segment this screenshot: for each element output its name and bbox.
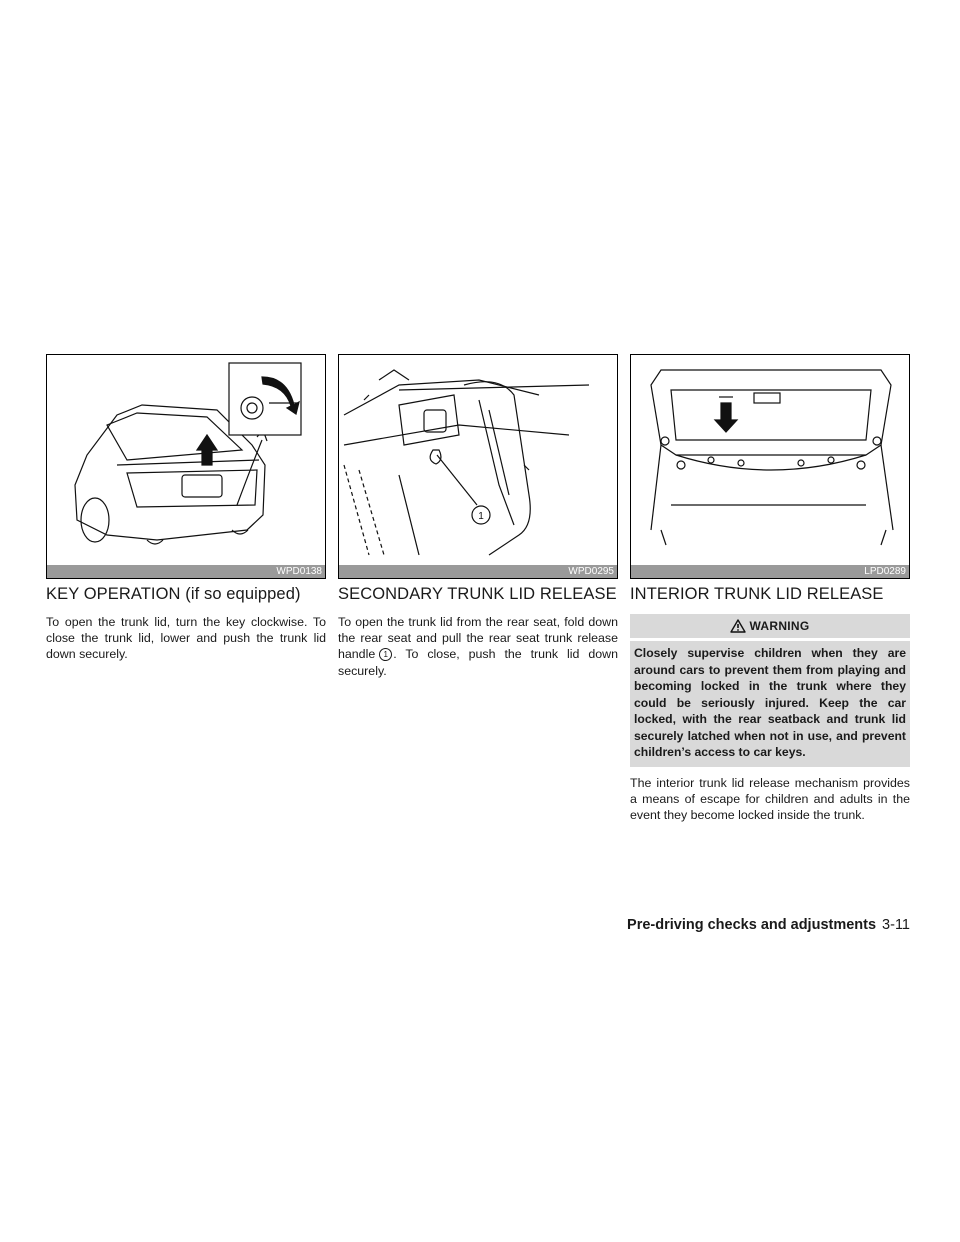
section-secondary-trunk-release [338,354,618,679]
warning-label: WARNING [749,619,810,633]
warning-icon [730,619,746,633]
section-body: To open the trunk lid, turn the key clockwise. To close the trunk lid, lower and push the trunk lid down securely. [46,615,326,662]
car-rear-illustration [47,355,325,565]
page-number: 3-11 [882,917,910,933]
section-heading: INTERIOR TRUNK LID RELEASE [630,585,884,603]
section-heading: SECONDARY TRUNK LID RELEASE [338,585,617,603]
warning-text: Closely supervise children when they are around cars to prevent them from playing and becoming locked in the trunk where they could be seriously injured. Keep the car locked, with the rear seatback and trunk lid securely latched when not in use, and prevent children’s access to car keys. [630,641,910,767]
section-body: The interior trunk lid release mechanism provides a means of escape for children and adults in the event they become locked inside the trunk. [630,775,910,822]
figure-code: WPD0295 [339,565,617,578]
figure-code: WPD0138 [47,565,325,578]
figure-code: LPD0289 [631,565,909,578]
trunk-interior-illustration [631,355,909,565]
section-interior-trunk-release [630,354,910,823]
section-heading: KEY OPERATION (if so equipped) [46,585,301,603]
figure-interior-release [630,354,910,579]
figure-key-operation [46,354,326,579]
figure-secondary-release [338,354,618,579]
rear-seat-illustration [339,355,617,565]
warning-header [630,614,910,638]
footer-section-title: Pre-driving checks and adjustments [627,917,877,933]
callout-label: 1 [478,511,484,522]
section-body: To open the trunk lid from the rear seat, fold down the rear seat and pull the rear seat trunk release handle 1 . To close, push the trunk lid down securely. [338,615,618,678]
section-key-operation [46,354,326,663]
callout-marker: 1 [379,648,392,661]
page-footer [627,917,910,933]
